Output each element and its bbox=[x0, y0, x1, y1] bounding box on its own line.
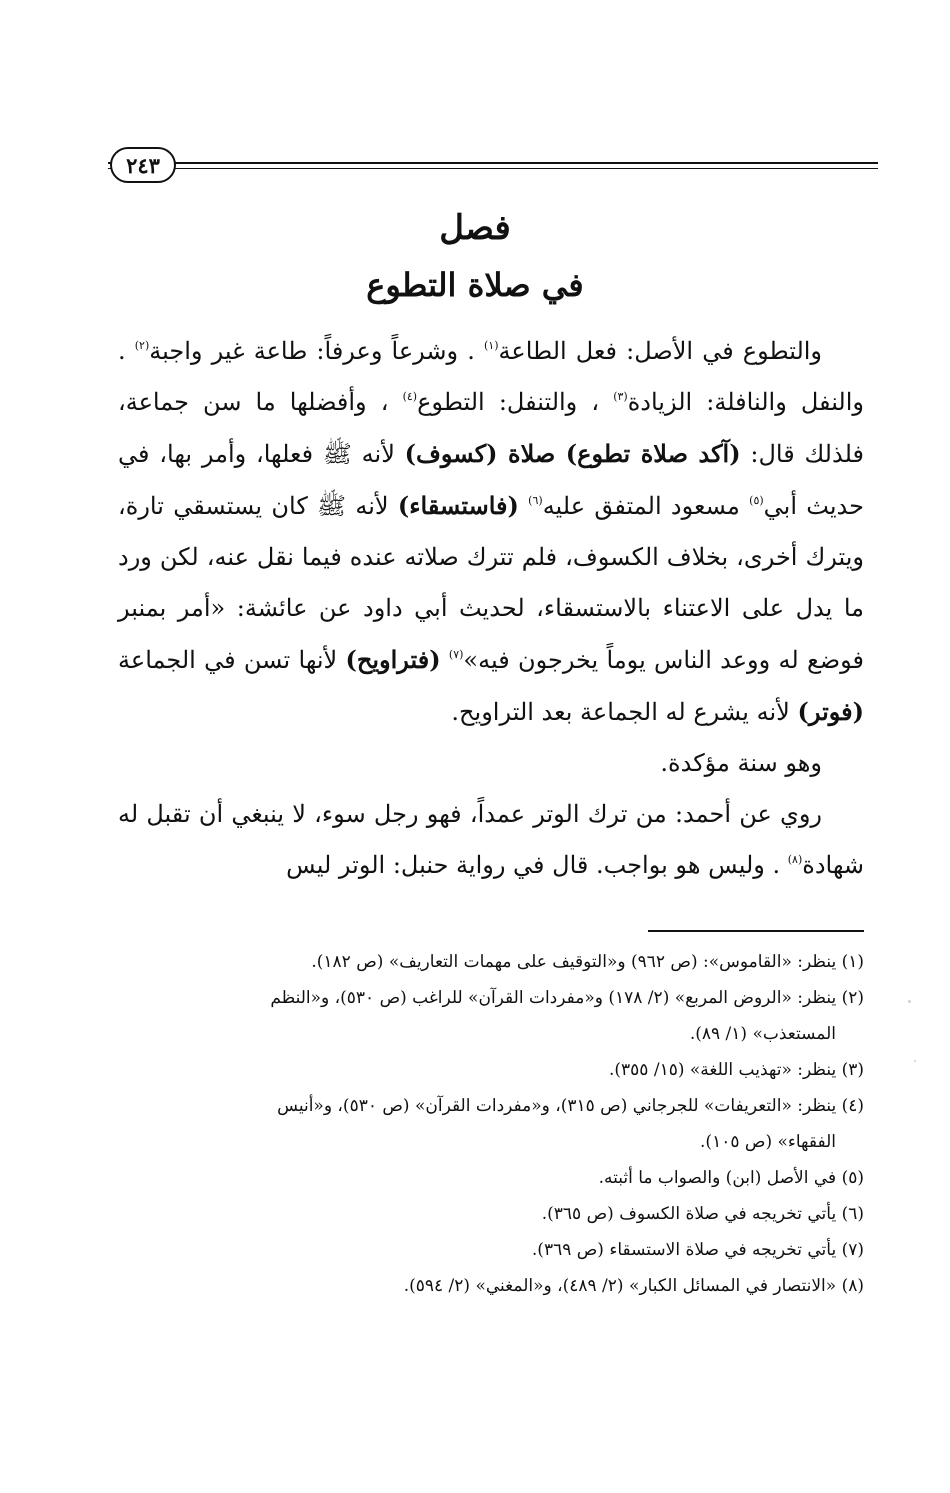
scan-speck bbox=[914, 1060, 916, 1062]
footnote-1: (١) ينظر: «القاموس»: (ص ٩٦٢) و«التوقيف على مهمات التعاريف» (ص ١٨٢). bbox=[311, 952, 864, 972]
footnote-ref-8: (٨) bbox=[787, 853, 803, 866]
footnote-4-continuation: الفقهاء» (ص ١٠٥). bbox=[700, 1132, 836, 1152]
text-run bbox=[519, 492, 528, 520]
text-run: والتطوع في الأصل: فعل الطاعة bbox=[498, 337, 823, 365]
footnote-ref-4: (٤) bbox=[402, 390, 418, 403]
paragraph-3 bbox=[118, 789, 864, 891]
scan-speck bbox=[908, 1000, 911, 1003]
footnote-ref-1: (١) bbox=[483, 339, 499, 352]
text-run: لأنه يشرع له الجماعة بعد التراويح. bbox=[451, 698, 798, 726]
text-run bbox=[441, 646, 449, 674]
footnote-ref-7: (٧) bbox=[448, 648, 464, 661]
text-run: لأنه ﷺ كان يستسقي تارة، ويترك أخرى، بخلاف الكسوف، فلم تترك صلاته عنده فيما نقل عنه، لكن ورد ما يدل على الاعتناء بالاستسقاء، لحديث أبي داود عن عائشة: «أمر بمنبر فوضع له ووعد الناس يوماً يخرجون فيه» bbox=[118, 492, 864, 674]
footnote-ref-2: (٢) bbox=[134, 339, 150, 352]
footnote-ref-3: (٣) bbox=[613, 390, 628, 403]
text-run: . والنفل والنافلة: الزيادة bbox=[118, 337, 865, 416]
text-run: روي عن أحمد: من ترك الوتر عمداً، فهو رجل سوء، لا ينبغي أن تقبل له شهادة bbox=[118, 800, 864, 879]
section-heading: فصل bbox=[439, 208, 511, 248]
text-run: ، وأفضلها ما سن جماعة، فلذلك قال: bbox=[118, 388, 865, 468]
text-run: . وشرعاً وعرفاً: طاعة غير واجبة bbox=[149, 337, 484, 365]
text-run: مسعود المتفق عليه bbox=[542, 492, 750, 520]
paragraph-2: وهو سنة مؤكدة. bbox=[660, 749, 822, 777]
main-text bbox=[118, 326, 864, 891]
paragraph-1 bbox=[118, 326, 864, 738]
text-run: ، والتنفل: التطوع bbox=[417, 388, 614, 416]
footnote-ref-6: (٦) bbox=[528, 494, 543, 507]
footnote-7: (٧) يأتي تخريجه في صلاة الاستسقاء (ص ٣٦٩). bbox=[531, 1240, 864, 1260]
matn-phrase: (آكد صلاة تطوع) صلاة (كسوف) bbox=[404, 439, 741, 468]
page-header bbox=[108, 144, 878, 186]
footnote-3: (٣) ينظر: «تهذيب اللغة» (١٥/ ٣٥٥). bbox=[609, 1060, 864, 1080]
section-subheading: في صلاة التطوع bbox=[366, 266, 584, 304]
matn-phrase: (فاستسقاء) bbox=[397, 491, 519, 520]
text-run: لأنه ﷺ فعلها، وأمر بها، في حديث أبي bbox=[118, 440, 864, 520]
footnote-2: (٢) ينظر: «الروض المربع» (٢/ ١٧٨) و«مفردات القرآن» للراغب (ص ٥٣٠)، و«النظم bbox=[270, 988, 864, 1008]
footnote-ref-5: (٥) bbox=[749, 494, 764, 507]
footnote-8: (٨) «الانتصار في المسائل الكبار» (٢/ ٤٨٩)، و«المغني» (٢/ ٥٩٤). bbox=[403, 1276, 864, 1296]
footnote-5: (٥) في الأصل (ابن) والصواب ما أثبته. bbox=[598, 1168, 864, 1188]
matn-phrase: (فوتر) bbox=[797, 697, 864, 726]
text-run: . وليس هو بواجب. قال في رواية حنبل: الوتر ليس bbox=[286, 851, 788, 879]
page-number: ٢٤٣ bbox=[110, 147, 176, 183]
text-run: لأنها تسن في الجماعة bbox=[118, 646, 346, 674]
footnote-separator bbox=[648, 930, 864, 932]
footnote-4: (٤) ينظر: «التعريفات» للجرجاني (ص ٣١٥)، و«مفردات القرآن» (ص ٥٣٠)، و«أنيس bbox=[277, 1096, 864, 1116]
footnotes bbox=[118, 944, 864, 1304]
footnote-6: (٦) يأتي تخريجه في صلاة الكسوف (ص ٣٦٥). bbox=[541, 1204, 864, 1224]
header-rule bbox=[108, 162, 878, 169]
footnote-2-continuation: المستعذب» (١/ ٨٩). bbox=[689, 1024, 836, 1044]
matn-phrase: (فتراويح) bbox=[345, 645, 441, 674]
